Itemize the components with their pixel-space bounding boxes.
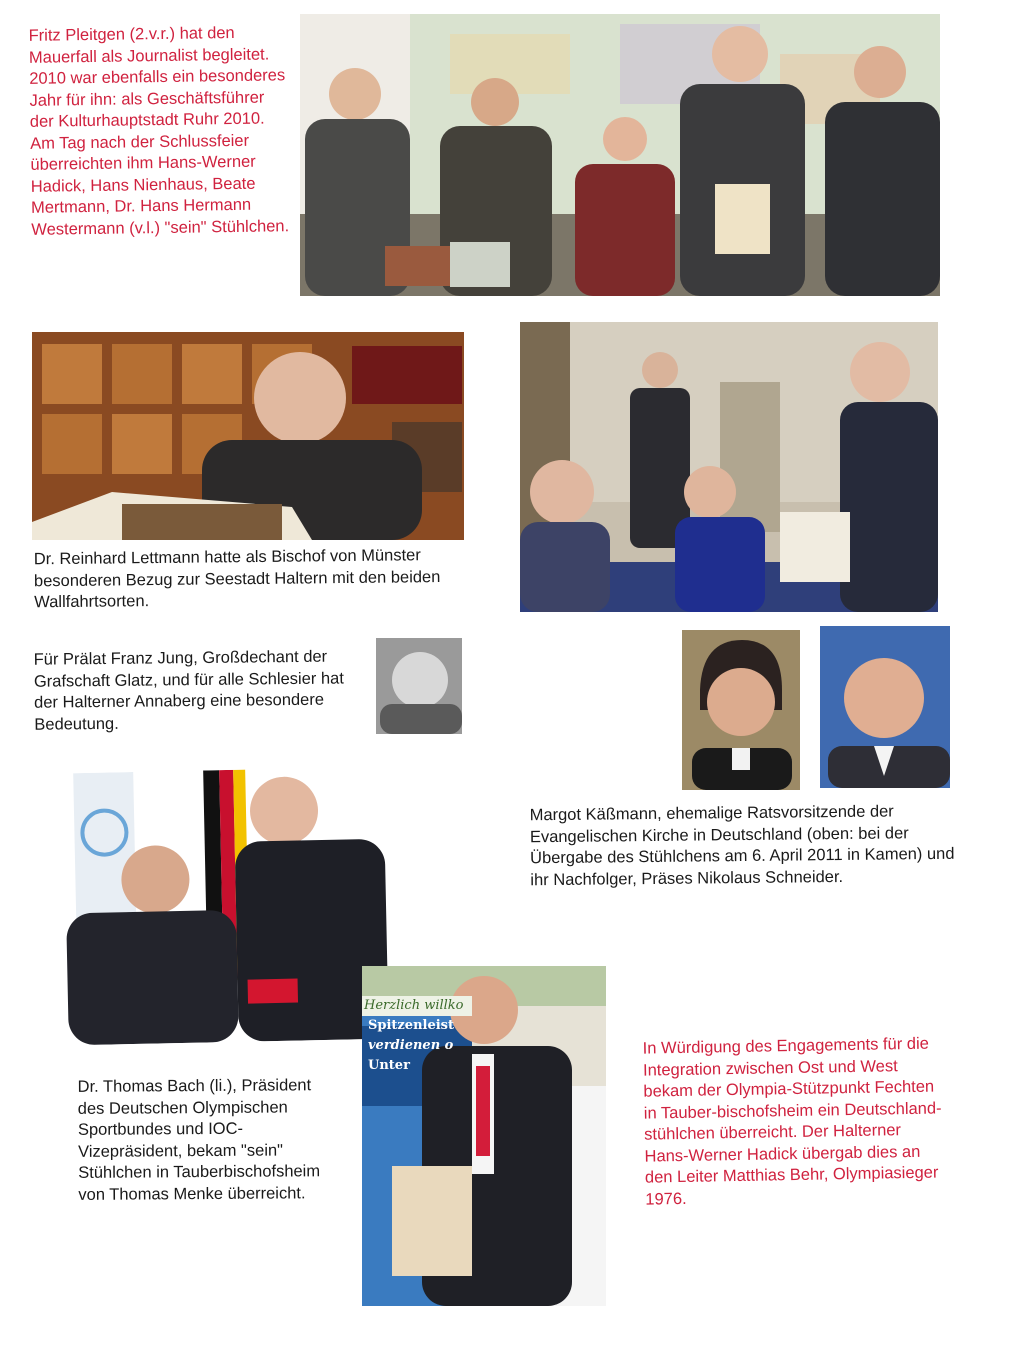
banner-line-1: Herzlich willko (362, 996, 472, 1016)
caption-bach: Dr. Thomas Bach (li.), Präsident des Deutschen Olympischen Sportbundes und IOC-Vizepräsident, bekam "sein" Stühlchen in Tauberbischofsheim von Thomas Menke überreicht. (77, 1076, 321, 1204)
caption-fechten: In Würdigung des Engagements für die Integration zwischen Ost und West bekam der Olympia-Stützpunkt Fechten in Tauber-bischofsheim ein Deutschland-stühlchen überreicht. Der Halterner Hans-Werner Hadick übergab dies an den Leiter Matthias Behr, Olympiasieger 1976. (642, 1034, 942, 1209)
banner-line-4: Unter (368, 1058, 410, 1073)
caption-jung: Für Prälat Franz Jung, Großdechant der Grafschaft Glatz, und für alle Schlesier hat der Halterner Annaberg eine besondere Bedeutung. (33, 647, 344, 734)
photo-banner-text (362, 996, 472, 1076)
photo-bach (53, 766, 403, 1045)
photo-pleitgen-group (300, 14, 940, 296)
photo-kaessmann-portrait (682, 630, 800, 790)
caption-lettmann: Dr. Reinhard Lettmann hatte als Bischof von Münster besonderen Bezug zur Seestadt Haltern mit den beiden Wallfahrtsorten. (33, 546, 441, 612)
photo-kaessmann-handover (520, 322, 938, 612)
photo-schneider-portrait (820, 626, 950, 788)
caption-kaessmann: Margot Käßmann, ehemalige Ratsvorsitzende der Evangelischen Kirche in Deutschland (oben: bei der Übergabe des Stühlchens am 6. April 2011 in Kamen) und ihr Nachfolger, Präses Nikolaus Schneider. (529, 802, 955, 889)
banner-line-3: verdienen o (368, 1038, 454, 1053)
photo-behr-fechten (362, 966, 606, 1306)
photo-jung-portrait (376, 638, 462, 734)
photo-lettmann (32, 332, 464, 540)
banner-line-2: Spitzenleist (368, 1018, 454, 1033)
caption-pleitgen: Fritz Pleitgen (2.v.r.) hat den Mauerfall als Journalist begleitet. 2010 war ebenfalls ein besonderes Jahr für ihn: als Geschäftsführer der Kulturhauptstadt Ruhr 2010. Am Tag nach der Schlussfeier überreichten ihm Hans-Werner Hadick, Hans Nienhaus, Beate Mertmann, Dr. Hans Hermann Westermann (v.l.) "sein" Stühlchen. (28, 23, 290, 239)
